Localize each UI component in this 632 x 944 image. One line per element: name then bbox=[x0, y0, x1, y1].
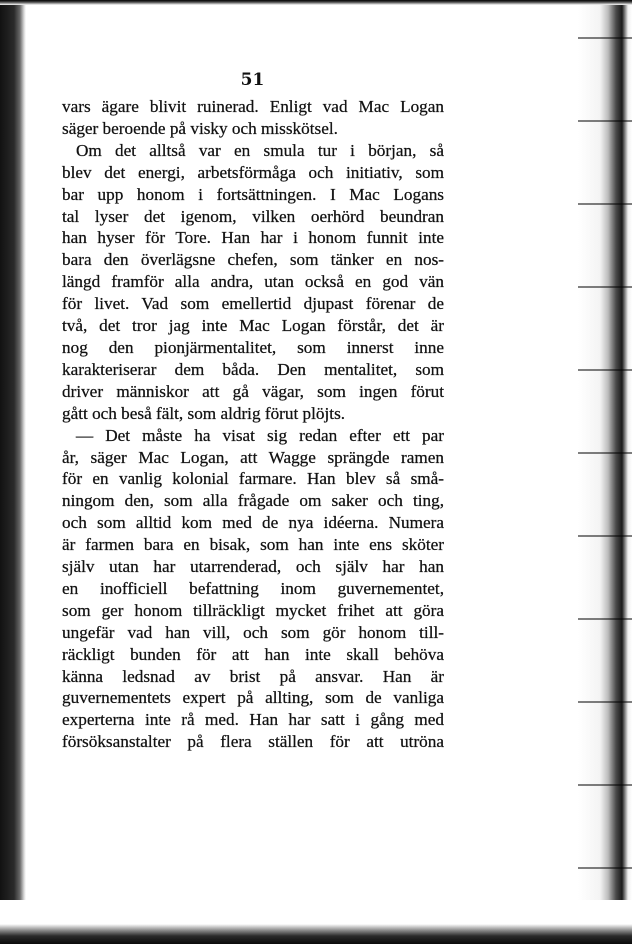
text-line: bara den överlägsne chefen, som tänker en nos- bbox=[62, 250, 444, 270]
page-edge-top bbox=[0, 0, 632, 5]
text-line: — Det måste ha visat sig redan efter ett par bbox=[76, 425, 444, 445]
text-line: blev det energi, arbetsförmåga och initiativ, som bbox=[62, 162, 444, 182]
text-line: gått och beså fält, som aldrig förut plöjts. bbox=[62, 403, 346, 423]
text-line: bar upp honom i fortsättningen. I Mac Logans bbox=[62, 184, 444, 204]
text-line: försöksanstalter på flera ställen för att utröna bbox=[62, 732, 444, 752]
text-line: är farmen bara en bisak, som han inte ens sköter bbox=[62, 535, 444, 555]
text-line: år, säger Mac Logan, att Wagge sprängde ramen bbox=[62, 447, 444, 467]
text-line: ungefär vad han vill, och som gör honom till- bbox=[62, 622, 444, 642]
text-line: ningom den, som alla frågade om saker och ting, bbox=[62, 491, 444, 511]
text-line: han hyser för Tore. Han har i honom funnit inte bbox=[62, 228, 444, 248]
text-line: som ger honom tillräckligt mycket frihet att göra bbox=[62, 600, 444, 620]
body-text bbox=[62, 96, 444, 753]
text-line: två, det tror jag inte Mac Logan förstår, det är bbox=[62, 316, 444, 336]
page-edge-right bbox=[578, 0, 632, 944]
text-line: guvernementets expert på allting, som de vanliga bbox=[62, 688, 444, 708]
text-line: Om det alltså var en smula tur i början, så bbox=[76, 140, 444, 160]
binding-shadow-left bbox=[0, 0, 26, 944]
page-edge-bottom bbox=[0, 900, 632, 944]
text-line: karakteriserar dem båda. Den mentalitet, som bbox=[62, 359, 444, 379]
text-line: en inofficiell befattning inom guvernementet, bbox=[62, 578, 444, 598]
text-line: tal lyser det igenom, vilken oerhörd beundran bbox=[62, 206, 444, 226]
text-line: för livet. Vad som emellertid djupast förenar de bbox=[62, 294, 444, 314]
text-line: nog den pionjärmentalitet, som innerst inne bbox=[62, 337, 444, 357]
text-line: säger beroende på visky och misskötsel. bbox=[62, 118, 338, 138]
text-line: experterna inte rå med. Han har satt i gång med bbox=[62, 710, 444, 730]
page-number: 51 bbox=[240, 70, 265, 90]
text-line: känna ledsnad av brist på ansvar. Han är bbox=[62, 666, 444, 686]
text-line: driver människor att gå vägar, som ingen förut bbox=[62, 381, 444, 401]
text-line: för en vanlig kolonial farmare. Han blev så små- bbox=[62, 469, 444, 489]
text-line: och som alltid kom med de nya idéerna. Numera bbox=[62, 513, 444, 533]
text-line: längd framför alla andra, utan också en god vän bbox=[62, 272, 444, 292]
text-line: räckligt bunden för att han inte skall behöva bbox=[62, 644, 444, 664]
text-line: vars ägare blivit ruinerad. Enligt vad Mac Logan bbox=[62, 97, 444, 116]
text-line: själv utan har utarrenderad, och själv har han bbox=[62, 557, 444, 577]
